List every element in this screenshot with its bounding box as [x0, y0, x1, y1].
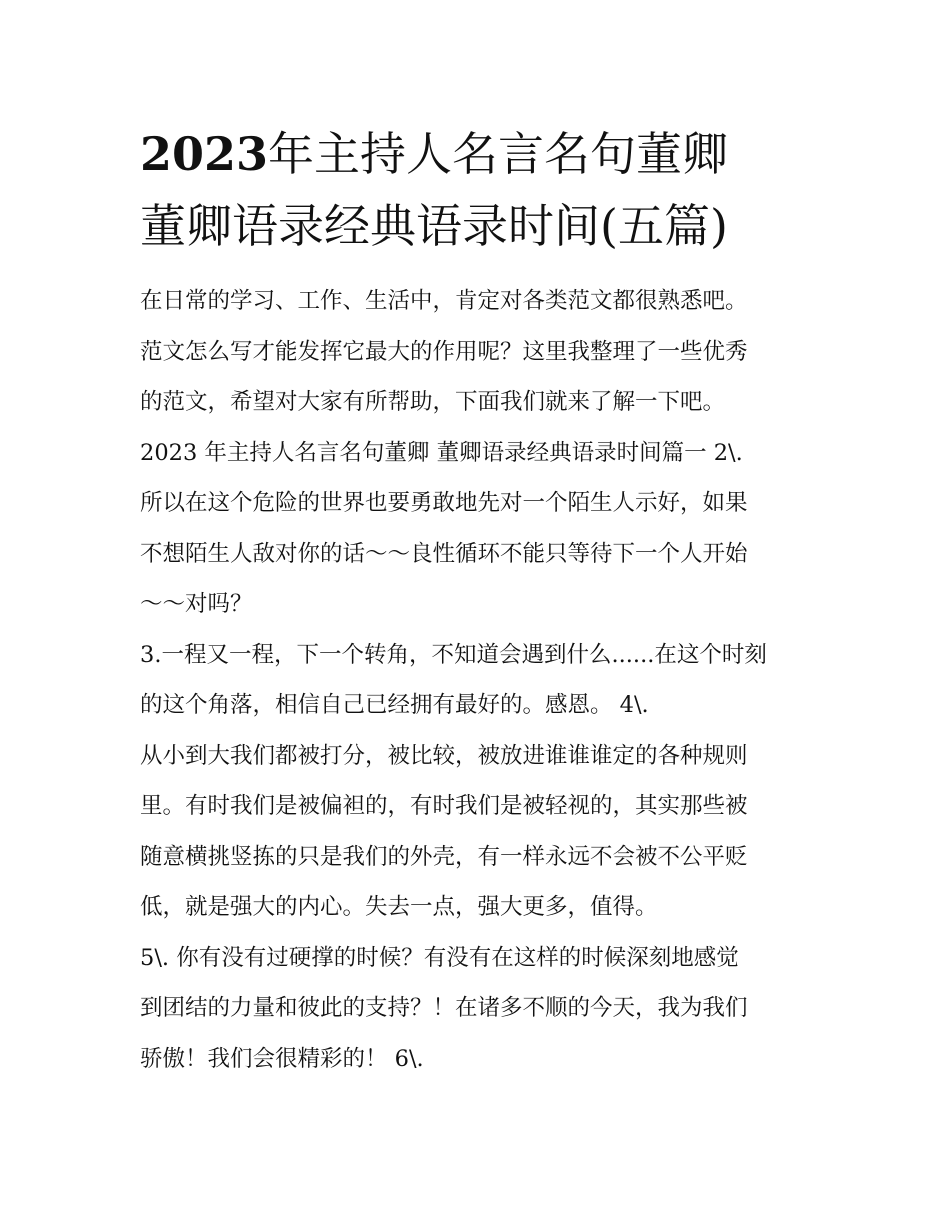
document-body — [140, 276, 820, 1084]
body-line: 骄傲！我们会很精彩的！ 6\. — [140, 1045, 424, 1072]
title-line-1 — [140, 118, 840, 190]
document-title — [140, 118, 840, 262]
body-line: 所以在这个危险的世界也要勇敢地先对一个陌生人示好，如果 — [140, 490, 748, 516]
title-line-2: 董卿语录经典语录时间(五篇) — [140, 199, 728, 253]
body-line: 不想陌生人敌对你的话～～良性循环不能只等待下一个人开始 — [140, 540, 748, 567]
body-line: 从小到大我们都被打分，被比较，被放进谁谁谁定的各种规则 — [140, 742, 748, 769]
body-line: 范文怎么写才能发挥它最大的作用呢？这里我整理了一些优秀 — [140, 338, 748, 365]
body-line: 随意横挑竖拣的只是我们的外壳，有一样永远不会被不公平贬 — [140, 843, 748, 870]
body-line: 的这个角落，相信自己已经拥有最好的。感恩。 4\. — [140, 692, 649, 718]
body-line: 3.一程又一程，下一个转角，不知道会遇到什么......在这个时刻 — [140, 641, 767, 668]
title-line-1-text: 年主持人名言名句董卿 — [268, 127, 729, 181]
body-line: 里。有时我们是被偏袒的，有时我们是被轻视的，其实那些被 — [140, 793, 748, 819]
body-line: ～～对吗？ — [140, 591, 253, 617]
body-line: 2023 年主持人名言名句董卿 董卿语录经典语录时间篇一 2\. — [140, 439, 743, 466]
body-line: 在日常的学习、工作、生活中，肯定对各类范文都很熟悉吧。 — [140, 288, 748, 314]
body-line: 的范文，希望对大家有所帮助，下面我们就来了解一下吧。 — [140, 389, 726, 415]
body-line: 低，就是强大的内心。失去一点，强大更多，值得。 — [140, 894, 658, 920]
body-line: 5\. 你有没有过硬撑的时候？有没有在这样的时候深刻地感觉 — [140, 944, 739, 971]
body-line: 到团结的力量和彼此的支持？！在诸多不顺的今天，我为我们 — [140, 995, 748, 1021]
title-year: 2023 — [140, 127, 269, 181]
